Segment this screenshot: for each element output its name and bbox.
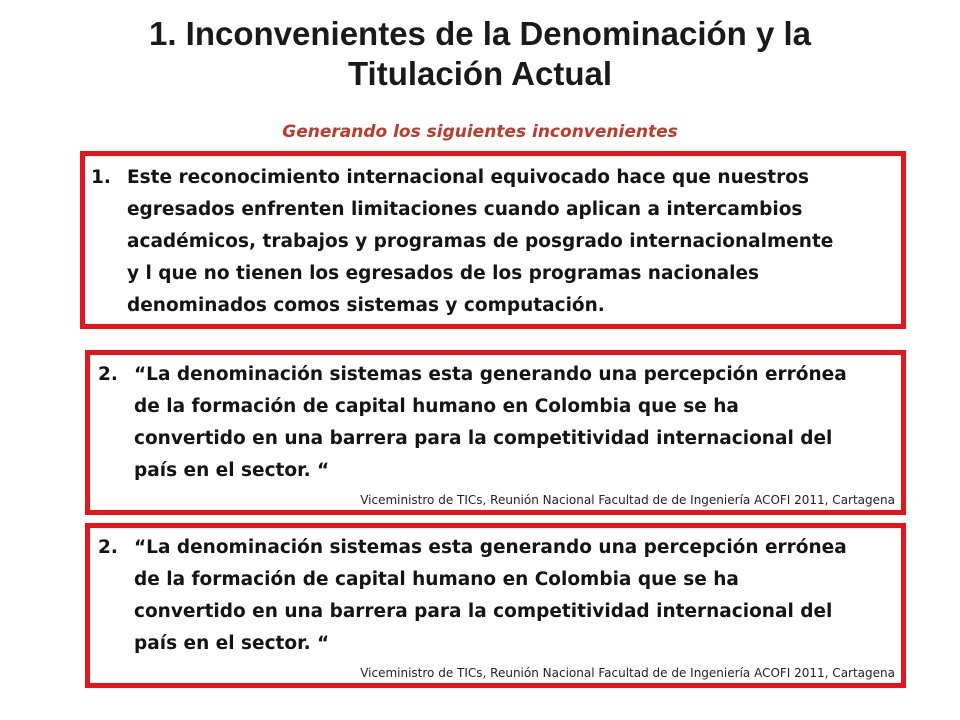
text-line: “La denominación sistemas esta generando una percepción errónea	[134, 364, 847, 385]
item-quote	[134, 359, 891, 487]
text-line: “La denominación sistemas esta generando una percepción errónea	[134, 537, 847, 558]
text-line: convertido en una barrera para la competitividad internacional del	[134, 428, 833, 449]
inconvenience-box-2	[85, 350, 906, 515]
item-number: 2.	[98, 364, 118, 385]
text-line: Este reconocimiento internacional equivocado hace que nuestros	[127, 167, 809, 188]
slide-title	[40, 14, 920, 94]
quote-source: Viceministro de TICs, Reunión Nacional Facultad de de Ingeniería ACOFI 2011, Cartagena	[360, 493, 895, 507]
item-quote	[134, 532, 891, 660]
list-item	[91, 162, 891, 322]
list-item	[98, 532, 891, 660]
text-line: académicos, trabajos y programas de posgrado internacionalmente	[127, 231, 834, 252]
list-item	[98, 359, 891, 487]
slide-title-line-1: 1. Inconvenientes de la Denominación y la	[148, 15, 812, 52]
text-line: de la formación de capital humano en Colombia que se ha	[134, 396, 739, 417]
item-number: 1.	[91, 167, 111, 188]
text-line: y l que no tienen los egresados de los programas nacionales	[127, 263, 760, 284]
inconvenience-box-3	[85, 523, 906, 688]
text-line: de la formación de capital humano en Colombia que se ha	[134, 569, 739, 590]
inconvenience-box-1	[80, 151, 906, 329]
item-number: 2.	[98, 537, 118, 558]
text-line: denominados comos sistemas y computación.	[127, 295, 605, 316]
item-text	[127, 162, 891, 322]
text-line: país en el sector. “	[134, 460, 330, 481]
text-line: egresados enfrenten limitaciones cuando aplican a intercambios	[127, 199, 803, 220]
slide-title-line-2: Titulación Actual	[347, 55, 613, 92]
text-line: país en el sector. “	[134, 633, 330, 654]
slide-subtitle: Generando los siguientes inconvenientes	[282, 122, 678, 142]
quote-source: Viceministro de TICs, Reunión Nacional Facultad de de Ingeniería ACOFI 2011, Cartagena	[360, 666, 895, 680]
text-line: convertido en una barrera para la competitividad internacional del	[134, 601, 833, 622]
